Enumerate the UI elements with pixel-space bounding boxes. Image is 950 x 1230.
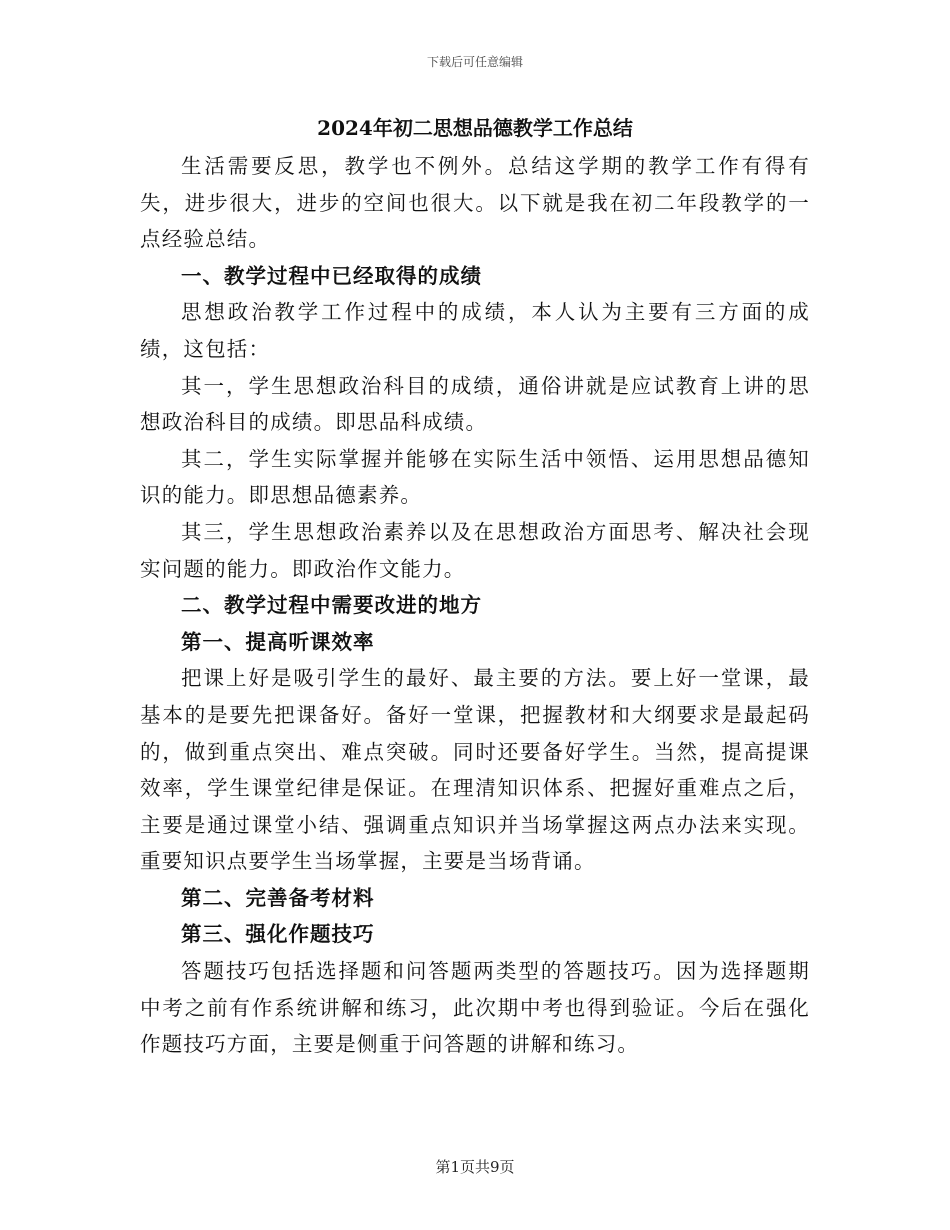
subheading-answer-skills: 第三、强化作题技巧 (181, 922, 375, 947)
document-title: 2024年初二思想品德教学工作总结 (317, 116, 633, 140)
paragraph-intro: 生活需要反思，教学也不例外。总结这学期的教学工作有得有失，进步很大，进步的空间也很大。以下就是我在初二年段教学的一点经验总结。 (140, 154, 810, 252)
paragraph-answer-skills: 答题技巧包括选择题和问答题两类型的答题技巧。因为选择题期中考之前有作系统讲解和练习，此次期中考也得到验证。今后在强化作题技巧方面，主要是侧重于问答题的讲解和练习。 (140, 959, 810, 1057)
document-body (140, 108, 810, 1063)
subheading-exam-materials: 第二、完善备考材料 (181, 885, 375, 910)
paragraph-achievements-summary: 思想政治教学工作过程中的成绩，本人认为主要有三方面的成绩，这包括： (140, 300, 810, 361)
section-heading-achievements: 一、教学过程中已经取得的成绩 (181, 263, 482, 288)
paragraph-achievement-two: 其二，学生实际掌握并能够在实际生活中领悟、运用思想品德知识的能力。即思想品德素养。 (140, 446, 810, 508)
section-heading-improvements: 二、教学过程中需要改进的地方 (181, 593, 482, 618)
subheading-listening-efficiency: 第一、提高听课效率 (181, 629, 375, 654)
paragraph-achievement-one: 其一，学生思想政治科目的成绩，通俗讲就是应试教育上讲的思想政治科目的成绩。即思品科成绩。 (140, 373, 810, 435)
header-note: 下载后可任意编辑 (426, 55, 523, 69)
paragraph-listening-efficiency: 把课上好是吸引学生的最好、最主要的方法。要上好一堂课，最基本的是要先把课备好。备好一堂课，把握教材和大纲要求是最起码的，做到重点突出、难点突破。同时还要备好学生。当然，提高提课效率，学生课堂纪律是保证。在理清知识体系、把握好重难点之后，主要是通过课堂小结、强调重点知识并当场掌握这两点办法来实现。重要知识点要学生当场掌握，主要是当场背诵。 (140, 666, 810, 874)
paragraph-achievement-three: 其三，学生思想政治素养以及在思想政治方面思考、解决社会现实问题的能力。即政治作文能力。 (140, 519, 810, 581)
page-number: 第1页共9页 (435, 1158, 515, 1176)
